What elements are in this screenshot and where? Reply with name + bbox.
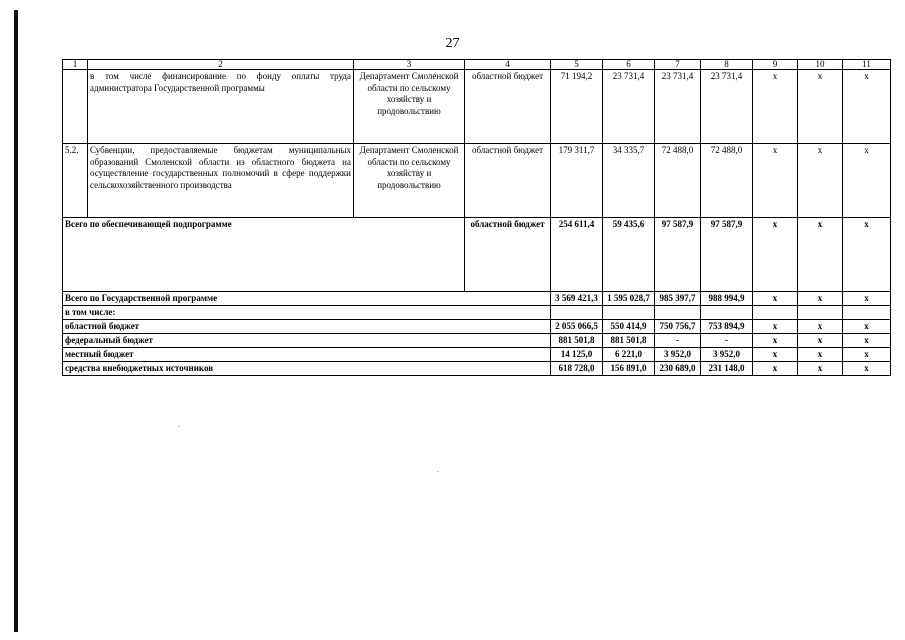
value-col11: х bbox=[843, 144, 891, 218]
value-col6: 550 414,9 bbox=[603, 320, 655, 334]
value-col9: х bbox=[753, 70, 798, 144]
row-funding-source: областной бюджет bbox=[465, 144, 551, 218]
row-description: в том числе финансирование по фонду оплаты труда администратора Государственной программы bbox=[88, 70, 354, 144]
breakdown-label: областной бюджет bbox=[63, 320, 551, 334]
value-col5: 14 125,0 bbox=[551, 348, 603, 362]
value-col5: 2 055 066,5 bbox=[551, 320, 603, 334]
header-cell: 11 bbox=[843, 60, 891, 70]
header-cell: 8 bbox=[701, 60, 753, 70]
value-col6: 881 501,8 bbox=[603, 334, 655, 348]
value-col5: 71 194,2 bbox=[551, 70, 603, 144]
value-col6: 156 891,0 bbox=[603, 362, 655, 376]
value-col8: 231 148,0 bbox=[701, 362, 753, 376]
value-col7: 750 756,7 bbox=[655, 320, 701, 334]
breakdown-row bbox=[63, 348, 891, 362]
row-description: Субвенции, предоставляемые бюджетам муниципальных образований Смоленской области из областного бюджета на осуществление государственных полномочий в сфере поддержки сельскохозяйственного производства bbox=[88, 144, 354, 218]
value-col10: х bbox=[798, 292, 843, 306]
value-col11: х bbox=[843, 348, 891, 362]
value-col11: х bbox=[843, 218, 891, 292]
value-col9: х bbox=[753, 144, 798, 218]
value-col10: х bbox=[798, 144, 843, 218]
value-col8: 753 894,9 bbox=[701, 320, 753, 334]
program-total-row bbox=[63, 292, 891, 306]
value-col7: 3 952,0 bbox=[655, 348, 701, 362]
value-col9: х bbox=[753, 348, 798, 362]
breakdown-label: местный бюджет bbox=[63, 348, 551, 362]
row-department: Департамент Смоленской области по сельскому хозяйству и продовольствию bbox=[354, 70, 465, 144]
page-edge-shadow bbox=[14, 10, 18, 632]
value-col11: х bbox=[843, 362, 891, 376]
value-col11: х bbox=[843, 70, 891, 144]
value-col6: 59 435,6 bbox=[603, 218, 655, 292]
budget-table bbox=[62, 59, 891, 376]
value-col8: 97 587,9 bbox=[701, 218, 753, 292]
value-col10: х bbox=[798, 362, 843, 376]
program-total-label: Всего по Государственной программе bbox=[63, 292, 551, 306]
header-cell: 1 bbox=[63, 60, 88, 70]
subprogram-total-source: областной бюджет bbox=[465, 218, 551, 292]
value-col9: х bbox=[753, 362, 798, 376]
subprogram-total-row bbox=[63, 218, 891, 292]
empty-cell bbox=[551, 306, 603, 320]
table-row bbox=[63, 70, 891, 144]
value-col8: 72 488,0 bbox=[701, 144, 753, 218]
value-col11: х bbox=[843, 320, 891, 334]
empty-cell bbox=[843, 306, 891, 320]
scan-speck bbox=[178, 426, 180, 427]
value-col5: 254 611,4 bbox=[551, 218, 603, 292]
value-col8: 3 952,0 bbox=[701, 348, 753, 362]
value-col7: 97 587,9 bbox=[655, 218, 701, 292]
value-col10: х bbox=[798, 320, 843, 334]
row-number bbox=[63, 70, 88, 144]
value-col5: 881 501,8 bbox=[551, 334, 603, 348]
value-col10: х bbox=[798, 348, 843, 362]
including-label: в том числе: bbox=[63, 306, 551, 320]
header-cell: 2 bbox=[88, 60, 354, 70]
column-number-row bbox=[63, 60, 891, 70]
subprogram-total-label: Всего по обеспечивающей подпрограмме bbox=[63, 218, 465, 292]
value-col8: 23 731,4 bbox=[701, 70, 753, 144]
including-row bbox=[63, 306, 891, 320]
value-col10: х bbox=[798, 70, 843, 144]
header-cell: 5 bbox=[551, 60, 603, 70]
scan-speck bbox=[437, 471, 439, 472]
value-col9: х bbox=[753, 218, 798, 292]
row-funding-source: областной бюджет bbox=[465, 70, 551, 144]
value-col11: х bbox=[843, 334, 891, 348]
value-col7: 23 731,4 bbox=[655, 70, 701, 144]
empty-cell bbox=[798, 306, 843, 320]
empty-cell bbox=[753, 306, 798, 320]
breakdown-row bbox=[63, 320, 891, 334]
value-col9: х bbox=[753, 334, 798, 348]
header-cell: 6 bbox=[603, 60, 655, 70]
value-col5: 618 728,0 bbox=[551, 362, 603, 376]
value-col5: 3 569 421,3 bbox=[551, 292, 603, 306]
value-col6: 6 221,0 bbox=[603, 348, 655, 362]
value-col6: 34 335,7 bbox=[603, 144, 655, 218]
page-number: 27 bbox=[445, 36, 460, 51]
value-col7: - bbox=[655, 334, 701, 348]
header-cell: 4 bbox=[465, 60, 551, 70]
value-col10: х bbox=[798, 218, 843, 292]
breakdown-label: средства внебюджетных источников bbox=[63, 362, 551, 376]
value-col9: х bbox=[753, 292, 798, 306]
empty-cell bbox=[655, 306, 701, 320]
value-col7: 72 488,0 bbox=[655, 144, 701, 218]
header-cell: 10 bbox=[798, 60, 843, 70]
value-col7: 230 689,0 bbox=[655, 362, 701, 376]
breakdown-row bbox=[63, 362, 891, 376]
value-col11: х bbox=[843, 292, 891, 306]
value-col9: х bbox=[753, 320, 798, 334]
value-col7: 985 397,7 bbox=[655, 292, 701, 306]
table-row bbox=[63, 144, 891, 218]
value-col6: 1 595 028,7 bbox=[603, 292, 655, 306]
value-col8: 988 994,9 bbox=[701, 292, 753, 306]
breakdown-row bbox=[63, 334, 891, 348]
header-cell: 3 bbox=[354, 60, 465, 70]
breakdown-label: федеральный бюджет bbox=[63, 334, 551, 348]
value-col10: х bbox=[798, 334, 843, 348]
value-col5: 179 311,7 bbox=[551, 144, 603, 218]
value-col6: 23 731,4 bbox=[603, 70, 655, 144]
row-department: Департамент Смоленской области по сельскому хозяйству и продовольствию bbox=[354, 144, 465, 218]
value-col8: - bbox=[701, 334, 753, 348]
header-cell: 7 bbox=[655, 60, 701, 70]
header-cell: 9 bbox=[753, 60, 798, 70]
empty-cell bbox=[701, 306, 753, 320]
row-number: 5.2. bbox=[63, 144, 88, 218]
empty-cell bbox=[603, 306, 655, 320]
